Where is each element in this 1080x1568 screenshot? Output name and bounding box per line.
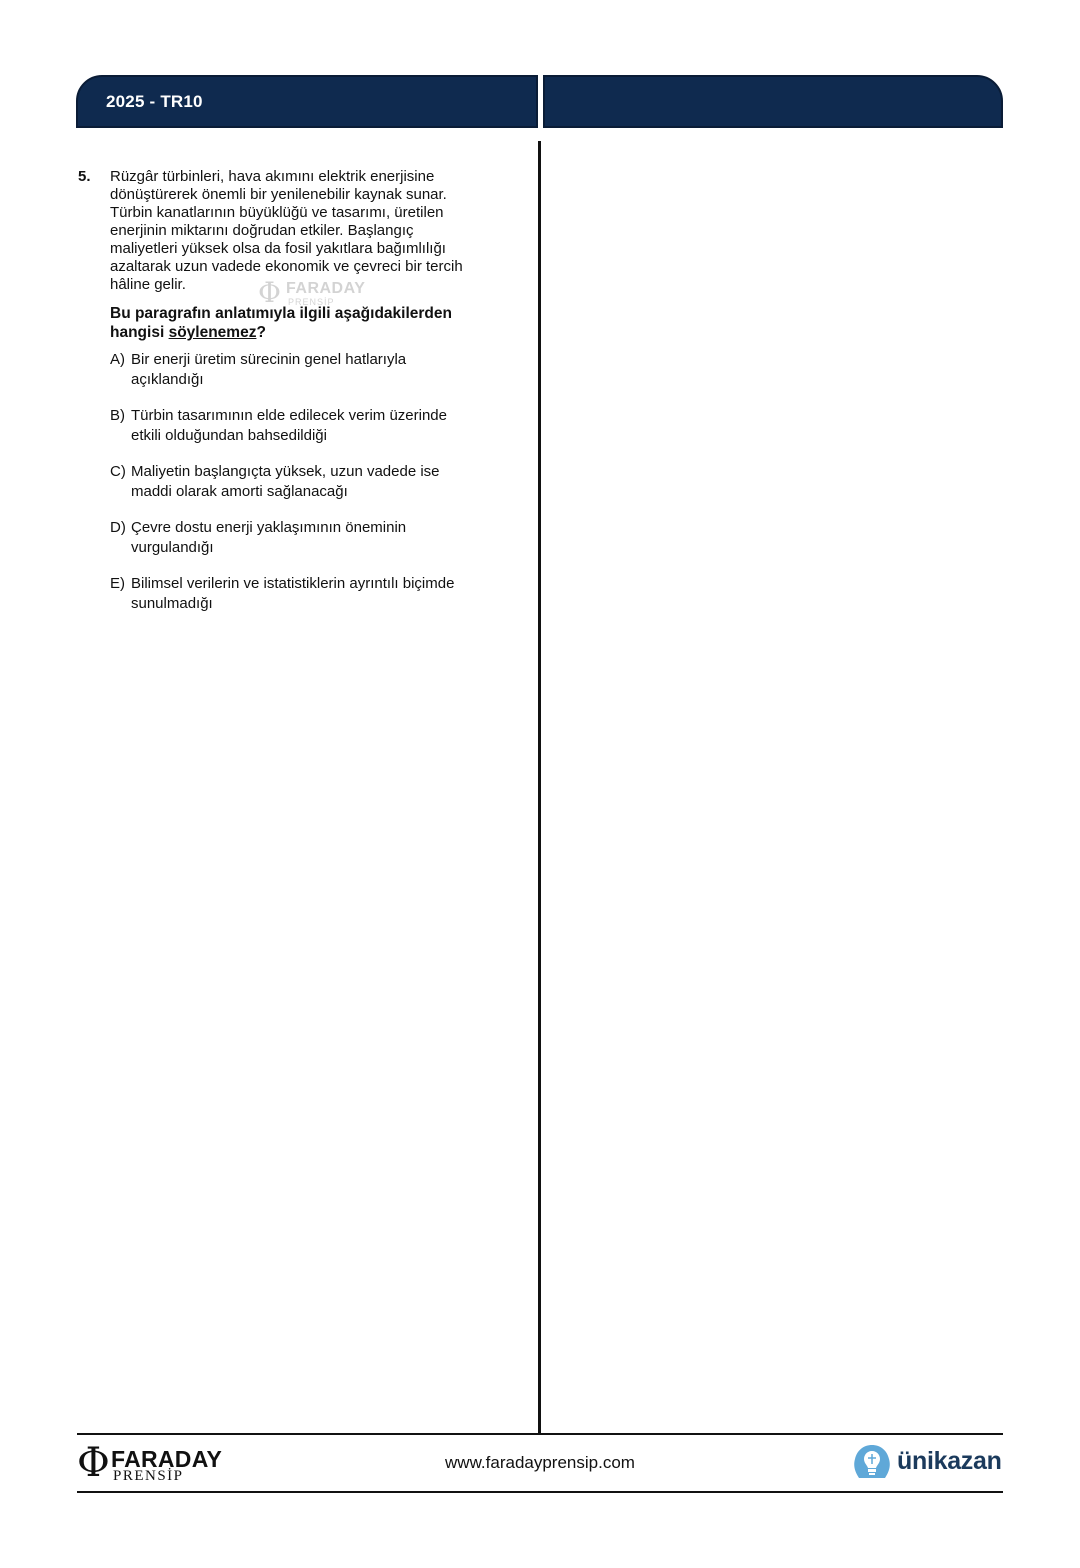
footer-rule-bottom <box>77 1491 1003 1493</box>
option-letter: B) <box>110 407 125 424</box>
paragraph-line: dönüştürerek önemli bir yenilenebilir kaynak sunar. <box>110 186 447 203</box>
option-letter: D) <box>110 519 126 536</box>
option-letter: A) <box>110 351 125 368</box>
header-left-bar <box>76 75 538 128</box>
option-letter: C) <box>110 463 126 480</box>
logo-subtext: PRENSİP <box>113 1468 184 1484</box>
exam-code: 2025 - TR10 <box>106 92 203 111</box>
phi-icon: Φ <box>77 1440 110 1486</box>
phi-icon: Φ <box>258 276 281 309</box>
question-body <box>110 168 520 630</box>
logo-text: ünikazan <box>897 1447 1002 1475</box>
watermark-text: FARADAY <box>286 280 366 297</box>
prompt-mark: ? <box>256 324 266 341</box>
option-d[interactable] <box>110 518 520 558</box>
option-text: maddi olarak amorti sağlanacağı <box>131 483 348 500</box>
column-divider <box>538 141 541 1434</box>
paragraph-line: Rüzgâr türbinleri, hava akımını elektrik enerjisine <box>110 168 435 185</box>
paragraph-line: maliyetleri yüksek olsa da fosil yakıtlara bağımlılığı <box>110 240 446 257</box>
question-number: 5. <box>78 168 91 185</box>
footer-url[interactable]: www.faradayprensip.com <box>445 1453 635 1472</box>
option-e[interactable] <box>110 574 520 614</box>
option-text: Türbin tasarımının elde edilecek verim üzerinde <box>131 407 447 424</box>
option-letter: E) <box>110 575 125 592</box>
footer-rule-top <box>77 1433 1003 1435</box>
header-right-bar <box>543 75 1003 128</box>
prompt-text: hangisi <box>110 324 169 341</box>
answer-options <box>110 350 520 614</box>
head-bulb-icon <box>851 1442 893 1482</box>
option-text: vurgulandığı <box>131 539 214 556</box>
option-text: Çevre dostu enerji yaklaşımının öneminin <box>131 519 407 536</box>
option-text: sunulmadığı <box>131 595 213 612</box>
faraday-watermark <box>258 278 378 308</box>
option-text: Bir enerji üretim sürecinin genel hatlarıyla <box>131 351 407 368</box>
paragraph-line: hâline gelir. <box>110 276 186 293</box>
option-text: Maliyetin başlangıçta yüksek, uzun vadede ise <box>131 463 440 480</box>
option-a[interactable] <box>110 350 520 390</box>
prompt-line: Bu paragrafın anlatımıyla ilgili aşağıdakilerden <box>110 305 452 322</box>
paragraph-line: Türbin kanatlarının büyüklüğü ve tasarımı, üretilen <box>110 204 444 221</box>
option-b[interactable] <box>110 406 520 446</box>
question-paragraph <box>110 168 520 294</box>
watermark-subtext: PRENSİP <box>288 297 335 307</box>
paragraph-line: azaltarak uzun vadede ekonomik ve çevreci bir tercih <box>110 258 463 275</box>
prompt-emphasis: söylenemez <box>168 324 257 341</box>
paragraph-line: enerjinin miktarını doğrudan etkiler. Başlangıç <box>110 222 414 239</box>
option-text: Bilimsel verilerin ve istatistiklerin ayrıntılı biçimde <box>131 575 455 592</box>
option-text: açıklandığı <box>131 371 204 388</box>
logo-text: FARADAY <box>111 1446 223 1472</box>
unikazan-logo <box>851 1442 1006 1484</box>
prompt-line <box>110 323 520 342</box>
question-prompt <box>110 304 520 342</box>
option-text: etkili olduğundan bahsedildiği <box>131 427 327 444</box>
option-c[interactable] <box>110 462 520 502</box>
